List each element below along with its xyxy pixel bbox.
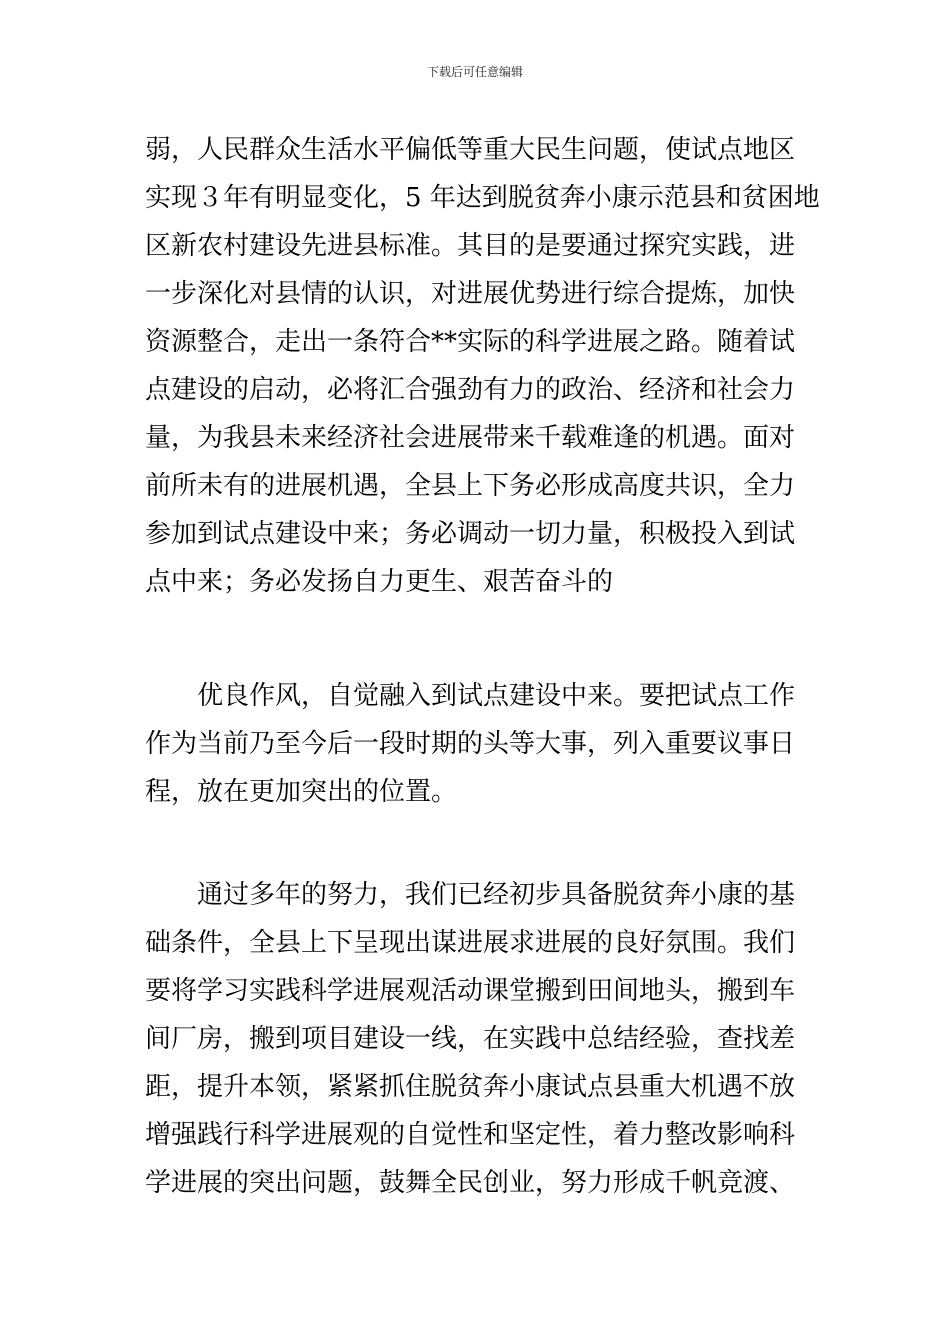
text-line: 点建设的启动，必将汇合强劲有力的政治、经济和社会力: [145, 375, 796, 405]
text-line: 作为当前乃至今后一段时期的头等大事，列入重要议事日: [145, 729, 796, 759]
text-line: 前所未有的进展机遇，全县上下务必形成高度共识，全力: [145, 471, 796, 501]
text-line: 一步深化对县情的认识，对进展优势进行综合提炼，加快: [145, 279, 796, 309]
text-line: 资源整合，走出一条符合**实际的科学进展之路。随着试: [145, 327, 796, 357]
text-line: 程，放在更加突出的位置。: [145, 777, 458, 807]
text-line: 区新农村建设先进县标准。其目的是要通过探究实践，进: [145, 231, 796, 261]
text-line: 增强践行科学进展观的自觉性和坚定性，着力整改影响科: [145, 1120, 796, 1150]
text-line: 弱，人民群众生活水平偏低等重大民生问题，使试点地区: [145, 135, 796, 165]
text-line: 参加到试点建设中来；务必调动一切力量，积极投入到试: [145, 519, 796, 549]
text-line: 点中来；务必发扬自力更生、艰苦奋斗的: [145, 567, 614, 597]
text-line: 础条件，全县上下呈现出谋进展求进展的良好氛围。我们: [145, 928, 796, 958]
text-line: 距，提升本领，紧紧抓住脱贫奔小康试点县重大机遇不放: [145, 1072, 796, 1102]
page-header: 下载后可任意编辑: [426, 65, 523, 79]
text-line: 优良作风，自觉融入到试点建设中来。要把试点工作: [197, 681, 796, 711]
text-line: 间厂房，搬到项目建设一线，在实践中总结经验，查找差: [145, 1024, 796, 1054]
text-line: 实现３年有明显变化，5 年达到脱贫奔小康示范县和贫困地: [145, 183, 820, 213]
text-line: 要将学习实践科学进展观活动课堂搬到田间地头，搬到车: [145, 976, 796, 1006]
text-line: 通过多年的努力，我们已经初步具备脱贫奔小康的基: [197, 880, 796, 910]
text-line: 量，为我县未来经济社会进展带来千载难逢的机遇。面对: [145, 423, 796, 453]
text-line: 学进展的突出问题，鼓舞全民创业，努力形成千帆竞渡、: [145, 1168, 796, 1198]
